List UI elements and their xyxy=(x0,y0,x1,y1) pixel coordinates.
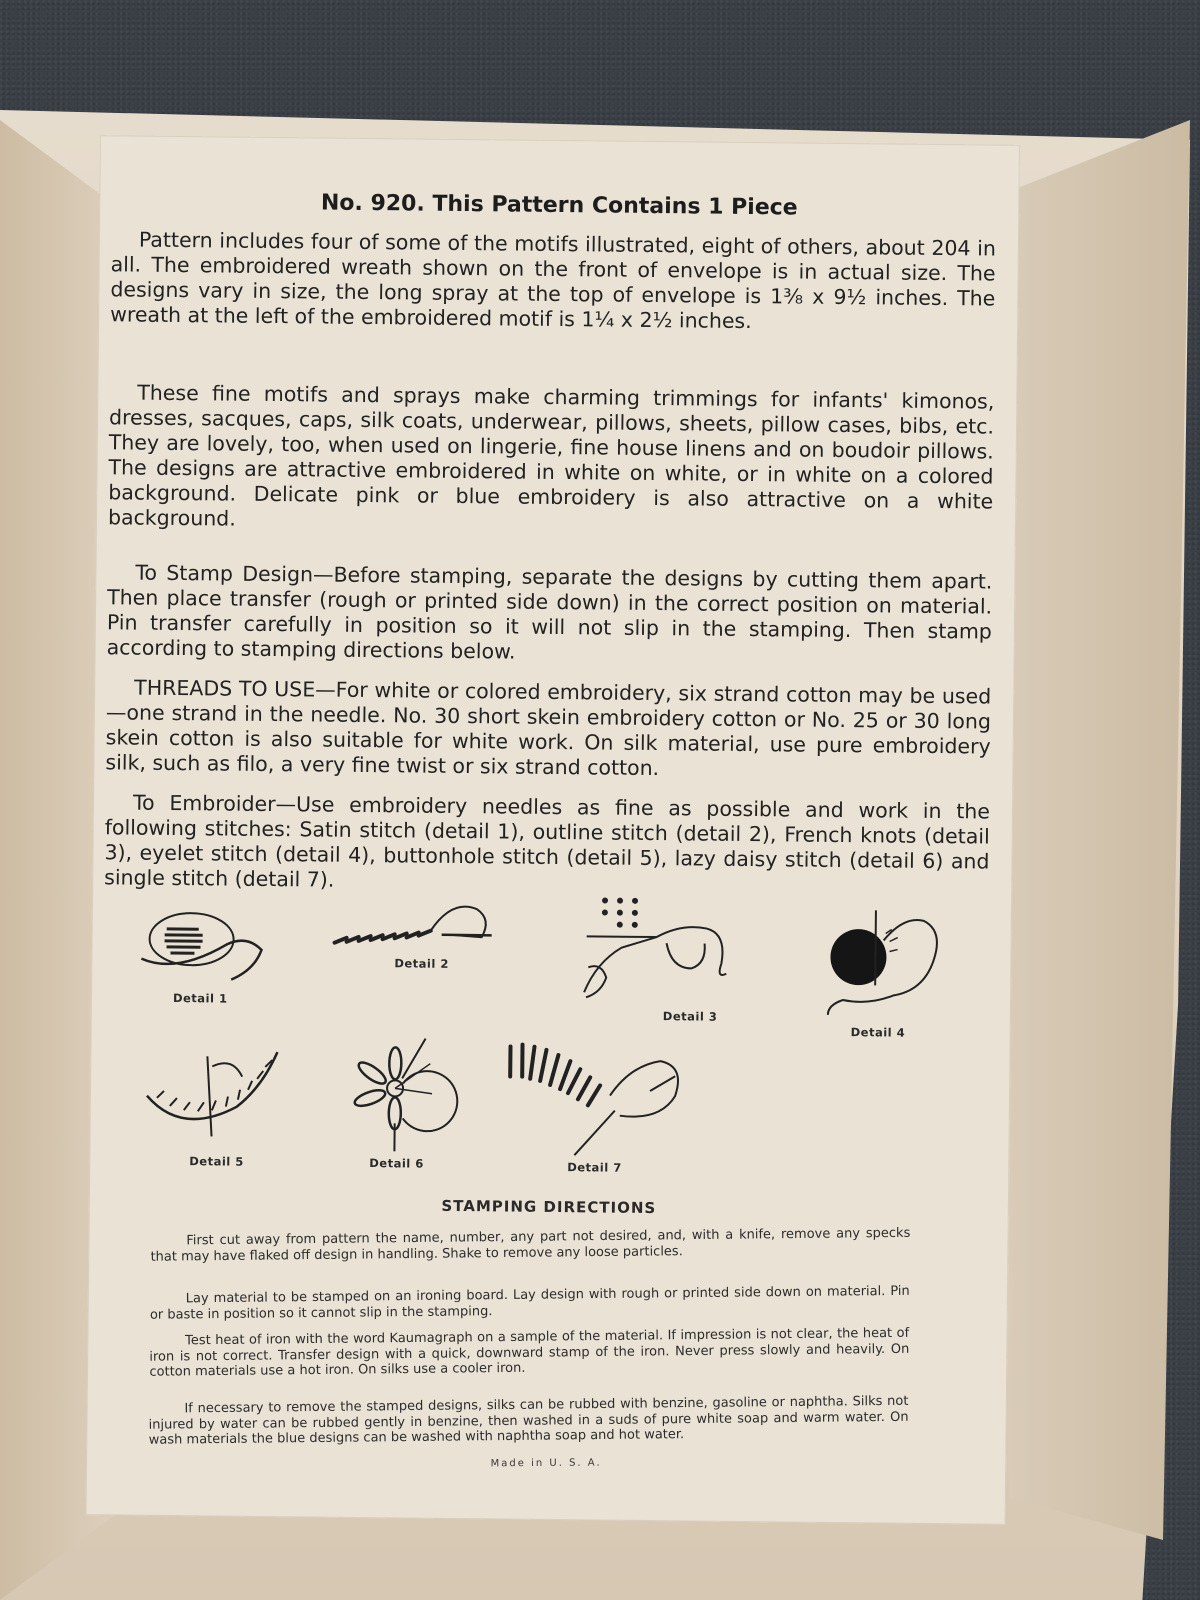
stamping-step-2: Lay material to be stamped on an ironing board. Lay design with rough or printed side down on material. Pin or baste in position so it cannot slip in the stamping. xyxy=(149,1283,910,1323)
intro-paragraph: Pattern includes four of some of the motifs illustrated, eight of others, about 204 in all. The embroidered wreath shown on the front of envelope is in actual size. The designs vary in size, the long spray at the top of envelope is 1⅜ x 9½ inches. The wreath at the left of the embroidered motif is 1¼ x 2½ inches. xyxy=(110,227,997,334)
french-knot-illustration xyxy=(576,892,747,1009)
made-in-usa: Made in U. S. A. xyxy=(490,1457,602,1470)
threads-paragraph: THREADS TO USE—For white or colored embroidery, six strand cotton may be used—one strand in the needle. No. 30 short skein embroidery cotton or No. 25 or 30 long skein cotton is also suitable for white work. On silk material, use pure embroidery silk, such as filo, a very fine twist or six strand cotton. xyxy=(105,675,992,781)
stamp-design-paragraph: To Stamp Design—Before stamping, separate the designs by cutting them apart. Then place transfer (rough or printed side down) in the correct position on material. Pin transfer carefully in position so it will not slip in the stamping. Then stamp according to stamping directions below. xyxy=(106,560,993,664)
detail-1-label: Detail 1 xyxy=(172,990,228,1006)
detail-5-label: Detail 5 xyxy=(189,1154,244,1169)
stamping-directions-heading: STAMPING DIRECTIONS xyxy=(441,1196,657,1218)
detail-7-label: Detail 7 xyxy=(567,1160,622,1175)
stamping-step-4: If necessary to remove the stamped designs, silks can be rubbed with benzine, gasoline or naphtha. Silks not injured by water can be rubbed gently in benzine, then washed in a suds of pure white soap and warm water. On wash materials the blue designs can be washed with naphtha soap and hot water. xyxy=(148,1393,909,1448)
stamping-step-1: First cut away from pattern the name, number, any part not desired, and, with a knife, remove any specks that may have flaked off design in handling. Shake to remove any loose particles. xyxy=(150,1225,911,1265)
outline-stitch-illustration xyxy=(326,888,497,960)
buttonhole-stitch-illustration xyxy=(141,1036,292,1148)
single-stitch-illustration xyxy=(499,1034,690,1161)
lazy-daisy-stitch-illustration xyxy=(339,1033,460,1154)
detail-6-label: Detail 6 xyxy=(369,1156,424,1171)
detail-3-label: Detail 3 xyxy=(662,1009,718,1024)
detail-2-label: Detail 2 xyxy=(394,956,449,971)
eyelet-stitch-illustration xyxy=(823,905,949,1031)
pattern-instruction-sheet xyxy=(86,135,1020,1525)
envelope-right-flap xyxy=(1010,120,1190,1540)
pattern-title: No. 920. This Pattern Contains 1 Piece xyxy=(320,190,798,221)
uses-paragraph: These fine motifs and sprays make charming trimmings for infants' kimonos, dresses, sacques, caps, silk coats, underwear, pillows, sheets, pillow cases, bibs, etc. They are lovely, too, when used on lingerie, fine house linens and on boudoir pillows. The designs are attractive embroidered in white on white, or in white on a colored background. Delicate pink or blue embroidery is also attractive on a white background. xyxy=(107,380,995,531)
satin-stitch-illustration xyxy=(136,904,277,995)
embroider-paragraph: To Embroider—Use embroidery needles as fine as possible and work in the following stitches: Satin stitch (detail 1), outline stitch (detail 2), French knots (detail 3), eyelet stitch (detail 4), buttonhole stitch (detail 5), lazy daisy stitch (detail 6) and single stitch (detail 7). xyxy=(104,790,991,892)
stamping-step-3: Test heat of iron with the word Kaumagraph on a sample of the material. If impression is not clear, the heat of iron is not correct. Transfer design with a quick, downward stamp of the iron. Never press slowly and heavily. On cotton materials use a hot iron. On silks use a cooler iron. xyxy=(149,1325,910,1380)
detail-4-label: Detail 4 xyxy=(850,1025,906,1040)
